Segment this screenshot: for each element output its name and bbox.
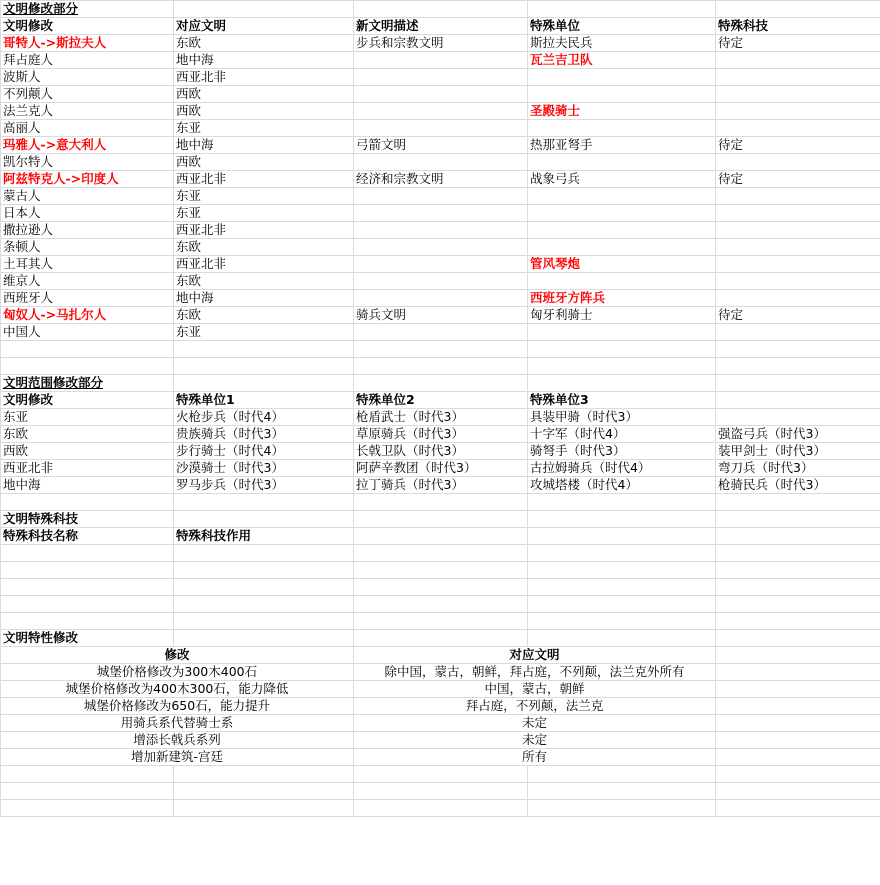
civ-region-cell[interactable]: 西亚北非 (174, 222, 354, 239)
empty-cell[interactable] (354, 375, 528, 392)
civ-region-cell[interactable]: 东欧 (174, 35, 354, 52)
trait-change-cell[interactable]: 城堡价格修改为300木400石 (1, 664, 354, 681)
range-unit4-cell[interactable]: 枪骑民兵（时代3） (716, 477, 880, 494)
table-row (1, 205, 880, 222)
range-unit3-cell[interactable]: 骑弩手（时代3） (528, 443, 716, 460)
civ-region-cell[interactable]: 地中海 (174, 137, 354, 154)
empty-cell[interactable] (528, 494, 716, 511)
header-row-civ-special-tech (1, 528, 880, 545)
table-row (1, 443, 880, 460)
civ-description-cell[interactable]: 骑兵文明 (354, 307, 528, 324)
empty-cell[interactable] (716, 1, 880, 18)
empty-cell[interactable] (174, 613, 354, 630)
spacer-row (1, 358, 880, 375)
civ-name-cell[interactable]: 高丽人 (1, 120, 174, 137)
civ-description-cell[interactable] (354, 103, 528, 120)
table-row (1, 324, 880, 341)
range-region-cell[interactable]: 西欧 (1, 443, 174, 460)
civ-name-cell[interactable]: 土耳其人 (1, 256, 174, 273)
column-header-civ-mod-1: 对应文明 (174, 18, 354, 35)
civ-unique-tech-cell[interactable]: 待定 (716, 307, 880, 324)
civ-unique-unit-cell[interactable] (528, 120, 716, 137)
civ-description-cell[interactable] (354, 256, 528, 273)
trait-civs-cell[interactable]: 拜占庭，不列颠，法兰克 (354, 698, 716, 715)
section-title-civ-mod: 文明修改部分 (1, 1, 174, 18)
civ-unique-tech-cell[interactable]: 待定 (716, 35, 880, 52)
empty-cell[interactable] (528, 341, 716, 358)
column-header-trait-civs: 对应文明 (354, 647, 716, 664)
civ-name-cell[interactable]: 条顿人 (1, 239, 174, 256)
table-row (1, 239, 880, 256)
table-row (1, 222, 880, 239)
civ-unique-tech-cell[interactable]: 待定 (716, 171, 880, 188)
range-unit1-cell[interactable]: 火枪步兵（时代4） (174, 409, 354, 426)
empty-cell[interactable] (174, 630, 354, 647)
civ-unique-tech-cell[interactable] (716, 52, 880, 69)
empty-cell[interactable] (528, 630, 716, 647)
header-row-civ-mod (1, 18, 880, 35)
table-row (1, 732, 880, 749)
empty-cell[interactable] (528, 511, 716, 528)
empty-cell[interactable] (716, 562, 880, 579)
civ-region-cell[interactable]: 地中海 (174, 52, 354, 69)
empty-cell[interactable] (174, 596, 354, 613)
civ-description-cell[interactable] (354, 290, 528, 307)
civ-name-cell[interactable]: 哥特人->斯拉夫人 (1, 35, 174, 52)
civ-unique-unit-cell[interactable]: 匈牙利骑士 (528, 307, 716, 324)
empty-cell[interactable] (716, 375, 880, 392)
empty-cell[interactable] (354, 494, 528, 511)
empty-cell[interactable] (716, 800, 880, 817)
empty-cell[interactable] (174, 783, 354, 800)
range-unit2-cell[interactable]: 枪盾武士（时代3） (354, 409, 528, 426)
empty-cell[interactable] (1, 545, 174, 562)
civ-unique-tech-cell[interactable] (716, 188, 880, 205)
empty-cell[interactable] (1, 341, 174, 358)
empty-cell[interactable] (528, 783, 716, 800)
civ-unique-unit-cell[interactable] (528, 324, 716, 341)
table-row (1, 681, 880, 698)
civ-name-cell[interactable]: 维京人 (1, 273, 174, 290)
table-row (1, 35, 880, 52)
civ-name-cell[interactable]: 法兰克人 (1, 103, 174, 120)
civ-unique-tech-cell[interactable] (716, 154, 880, 171)
filler-row (1, 800, 880, 817)
civ-region-cell[interactable]: 地中海 (174, 290, 354, 307)
empty-cell[interactable] (1, 783, 174, 800)
empty-data-row (1, 579, 880, 596)
civ-unique-tech-cell[interactable]: 待定 (716, 137, 880, 154)
civ-unique-unit-cell[interactable]: 热那亚弩手 (528, 137, 716, 154)
table-row (1, 715, 880, 732)
civ-unique-unit-cell[interactable] (528, 86, 716, 103)
table-row (1, 409, 880, 426)
empty-cell[interactable] (716, 613, 880, 630)
empty-cell[interactable] (174, 511, 354, 528)
empty-cell[interactable] (716, 749, 880, 766)
civ-description-cell[interactable] (354, 69, 528, 86)
empty-cell[interactable] (716, 732, 880, 749)
range-unit2-cell[interactable]: 长戟卫队（时代3） (354, 443, 528, 460)
civ-name-cell[interactable]: 日本人 (1, 205, 174, 222)
table-row (1, 120, 880, 137)
trait-change-cell[interactable]: 增添长戟兵系列 (1, 732, 354, 749)
empty-cell[interactable] (528, 766, 716, 783)
table-row (1, 460, 880, 477)
empty-cell[interactable] (528, 613, 716, 630)
empty-cell[interactable] (1, 358, 174, 375)
table-row (1, 426, 880, 443)
empty-cell[interactable] (1, 613, 174, 630)
table-row (1, 749, 880, 766)
empty-cell[interactable] (174, 494, 354, 511)
civ-unique-unit-cell[interactable] (528, 273, 716, 290)
civ-unique-tech-cell[interactable] (716, 290, 880, 307)
column-header-civ-range-4 (716, 392, 880, 409)
empty-cell[interactable] (716, 647, 880, 664)
empty-cell[interactable] (1, 766, 174, 783)
table-row (1, 137, 880, 154)
range-unit3-cell[interactable]: 十字军（时代4） (528, 426, 716, 443)
range-region-cell[interactable]: 西亚北非 (1, 460, 174, 477)
empty-cell[interactable] (354, 341, 528, 358)
civ-region-cell[interactable]: 西欧 (174, 86, 354, 103)
empty-cell[interactable] (1, 596, 174, 613)
empty-cell[interactable] (354, 1, 528, 18)
empty-cell[interactable] (716, 545, 880, 562)
table-row (1, 273, 880, 290)
range-unit4-cell[interactable]: 装甲剑士（时代3） (716, 443, 880, 460)
empty-cell[interactable] (354, 596, 528, 613)
civ-region-cell[interactable]: 东欧 (174, 239, 354, 256)
column-header-civ-mod-0: 文明修改 (1, 18, 174, 35)
empty-cell[interactable] (716, 664, 880, 681)
empty-cell[interactable] (354, 800, 528, 817)
civ-name-cell[interactable]: 不列颠人 (1, 86, 174, 103)
empty-cell[interactable] (716, 630, 880, 647)
civ-description-cell[interactable] (354, 52, 528, 69)
civ-unique-unit-cell[interactable]: 斯拉夫民兵 (528, 35, 716, 52)
empty-cell[interactable] (716, 358, 880, 375)
section-title-row-civ-range-mod (1, 375, 880, 392)
section-title-civ-special-tech: 文明特殊科技 (1, 511, 174, 528)
civ-description-cell[interactable]: 弓箭文明 (354, 137, 528, 154)
section-title-row-civ-special-tech (1, 511, 880, 528)
civ-unique-unit-cell[interactable]: 圣殿骑士 (528, 103, 716, 120)
spreadsheet-body (1, 1, 880, 817)
range-unit3-cell[interactable]: 攻城塔楼（时代4） (528, 477, 716, 494)
civ-region-cell[interactable]: 东亚 (174, 324, 354, 341)
column-header-civ-mod-2: 新文明描述 (354, 18, 528, 35)
civ-name-cell[interactable]: 蒙古人 (1, 188, 174, 205)
civ-name-cell[interactable]: 拜占庭人 (1, 52, 174, 69)
range-unit1-cell[interactable]: 贵族骑兵（时代3） (174, 426, 354, 443)
range-unit2-cell[interactable]: 草原骑兵（时代3） (354, 426, 528, 443)
table-row (1, 664, 880, 681)
empty-cell[interactable] (174, 579, 354, 596)
table-row (1, 171, 880, 188)
column-header-civ-range-0: 文明修改 (1, 392, 174, 409)
column-header-special-tech-4 (716, 528, 880, 545)
civ-name-cell[interactable]: 匈奴人->马扎尔人 (1, 307, 174, 324)
civ-region-cell[interactable]: 东欧 (174, 273, 354, 290)
table-row (1, 52, 880, 69)
trait-civs-cell[interactable]: 所有 (354, 749, 716, 766)
empty-cell[interactable] (528, 1, 716, 18)
empty-cell[interactable] (528, 596, 716, 613)
range-unit3-cell[interactable]: 具装甲骑（时代3） (528, 409, 716, 426)
empty-cell[interactable] (174, 375, 354, 392)
civ-region-cell[interactable]: 西亚北非 (174, 69, 354, 86)
civ-name-cell[interactable]: 凯尔特人 (1, 154, 174, 171)
table-row (1, 477, 880, 494)
civ-unique-tech-cell[interactable] (716, 205, 880, 222)
civ-region-cell[interactable]: 东欧 (174, 307, 354, 324)
trait-change-cell[interactable]: 用骑兵系代替骑士系 (1, 715, 354, 732)
civ-unique-tech-cell[interactable] (716, 273, 880, 290)
trait-civs-cell[interactable]: 未定 (354, 732, 716, 749)
trait-civs-cell[interactable]: 中国，蒙古，朝鲜 (354, 681, 716, 698)
table-row (1, 307, 880, 324)
civ-name-cell[interactable]: 波斯人 (1, 69, 174, 86)
empty-cell[interactable] (716, 596, 880, 613)
range-region-cell[interactable]: 东欧 (1, 426, 174, 443)
empty-cell[interactable] (528, 562, 716, 579)
empty-cell[interactable] (354, 562, 528, 579)
column-header-special-tech-0: 特殊科技名称 (1, 528, 174, 545)
empty-data-row (1, 613, 880, 630)
column-header-civ-mod-3: 特殊单位 (528, 18, 716, 35)
header-row-civ-trait-mod (1, 647, 880, 664)
empty-cell[interactable] (174, 545, 354, 562)
column-header-civ-range-1: 特殊单位1 (174, 392, 354, 409)
column-header-civ-mod-4: 特殊科技 (716, 18, 880, 35)
empty-cell[interactable] (354, 358, 528, 375)
range-region-cell[interactable]: 东亚 (1, 409, 174, 426)
empty-cell[interactable] (1, 579, 174, 596)
empty-cell[interactable] (716, 681, 880, 698)
empty-cell[interactable] (716, 715, 880, 732)
civ-description-cell[interactable] (354, 205, 528, 222)
section-title-row-civ-trait-mod (1, 630, 880, 647)
empty-data-row (1, 562, 880, 579)
civ-name-cell[interactable]: 阿兹特克人->印度人 (1, 171, 174, 188)
civ-region-cell[interactable]: 东亚 (174, 205, 354, 222)
civ-unique-unit-cell[interactable]: 西班牙方阵兵 (528, 290, 716, 307)
civ-region-cell[interactable]: 西欧 (174, 154, 354, 171)
civ-unique-unit-cell[interactable] (528, 154, 716, 171)
column-header-special-tech-2 (354, 528, 528, 545)
empty-data-row (1, 596, 880, 613)
empty-cell[interactable] (174, 1, 354, 18)
civ-description-cell[interactable] (354, 324, 528, 341)
empty-cell[interactable] (354, 766, 528, 783)
civ-name-cell[interactable]: 中国人 (1, 324, 174, 341)
spacer-row (1, 494, 880, 511)
civ-description-cell[interactable] (354, 273, 528, 290)
civ-region-cell[interactable]: 东亚 (174, 188, 354, 205)
column-header-civ-range-2: 特殊单位2 (354, 392, 528, 409)
civ-description-cell[interactable] (354, 188, 528, 205)
civ-name-cell[interactable]: 玛雅人->意大利人 (1, 137, 174, 154)
civ-description-cell[interactable] (354, 222, 528, 239)
table-row (1, 69, 880, 86)
range-unit2-cell[interactable]: 拉丁骑兵（时代3） (354, 477, 528, 494)
column-header-civ-range-3: 特殊单位3 (528, 392, 716, 409)
empty-cell[interactable] (174, 358, 354, 375)
civ-unique-unit-cell[interactable]: 瓦兰吉卫队 (528, 52, 716, 69)
civ-region-cell[interactable]: 西亚北非 (174, 256, 354, 273)
empty-cell[interactable] (716, 698, 880, 715)
trait-change-cell[interactable]: 城堡价格修改为650石，能力提升 (1, 698, 354, 715)
empty-cell[interactable] (354, 783, 528, 800)
empty-data-row (1, 545, 880, 562)
empty-cell[interactable] (528, 800, 716, 817)
header-row-civ-range-mod (1, 392, 880, 409)
empty-cell[interactable] (716, 511, 880, 528)
range-unit2-cell[interactable]: 阿萨辛教团（时代3） (354, 460, 528, 477)
section-title-civ-trait-mod: 文明特性修改 (1, 630, 174, 647)
range-unit1-cell[interactable]: 步行骑士（时代4） (174, 443, 354, 460)
empty-cell[interactable] (1, 494, 174, 511)
table-row (1, 154, 880, 171)
civ-unique-unit-cell[interactable] (528, 188, 716, 205)
empty-cell[interactable] (716, 341, 880, 358)
civ-unique-tech-cell[interactable] (716, 103, 880, 120)
empty-cell[interactable] (174, 766, 354, 783)
empty-cell[interactable] (528, 545, 716, 562)
civ-unique-unit-cell[interactable]: 管风琴炮 (528, 256, 716, 273)
range-region-cell[interactable]: 地中海 (1, 477, 174, 494)
civ-unique-unit-cell[interactable]: 战象弓兵 (528, 171, 716, 188)
civ-region-cell[interactable]: 西欧 (174, 103, 354, 120)
civ-description-cell[interactable] (354, 120, 528, 137)
table-row (1, 698, 880, 715)
civ-name-cell[interactable]: 撒拉逊人 (1, 222, 174, 239)
civ-description-cell[interactable] (354, 154, 528, 171)
empty-cell[interactable] (716, 783, 880, 800)
range-unit1-cell[interactable]: 罗马步兵（时代3） (174, 477, 354, 494)
empty-cell[interactable] (354, 630, 528, 647)
civ-unique-tech-cell[interactable] (716, 239, 880, 256)
empty-cell[interactable] (174, 800, 354, 817)
empty-cell[interactable] (1, 800, 174, 817)
empty-cell[interactable] (716, 579, 880, 596)
empty-cell[interactable] (1, 562, 174, 579)
civ-unique-unit-cell[interactable] (528, 222, 716, 239)
civ-unique-unit-cell[interactable] (528, 205, 716, 222)
filler-row (1, 766, 880, 783)
civ-region-cell[interactable]: 东亚 (174, 120, 354, 137)
civ-region-cell[interactable]: 西亚北非 (174, 171, 354, 188)
civ-unique-unit-cell[interactable] (528, 69, 716, 86)
empty-cell[interactable] (174, 562, 354, 579)
empty-cell[interactable] (716, 766, 880, 783)
table-row (1, 188, 880, 205)
civ-unique-tech-cell[interactable] (716, 69, 880, 86)
table-row (1, 290, 880, 307)
civ-name-cell[interactable]: 西班牙人 (1, 290, 174, 307)
civ-description-cell[interactable]: 步兵和宗教文明 (354, 35, 528, 52)
civ-description-cell[interactable]: 经济和宗教文明 (354, 171, 528, 188)
civ-description-cell[interactable] (354, 86, 528, 103)
filler-row (1, 783, 880, 800)
empty-cell[interactable] (354, 579, 528, 596)
range-unit4-cell[interactable]: 强盗弓兵（时代3） (716, 426, 880, 443)
empty-cell[interactable] (354, 613, 528, 630)
table-row (1, 86, 880, 103)
empty-cell[interactable] (528, 358, 716, 375)
empty-cell[interactable] (354, 545, 528, 562)
range-unit4-cell[interactable] (716, 409, 880, 426)
column-header-special-tech-3 (528, 528, 716, 545)
empty-cell[interactable] (716, 494, 880, 511)
section-title-row-civ-mod (1, 1, 880, 18)
section-title-civ-range-mod: 文明范围修改部分 (1, 375, 174, 392)
civ-unique-tech-cell[interactable] (716, 256, 880, 273)
range-unit4-cell[interactable]: 弯刀兵（时代3） (716, 460, 880, 477)
empty-cell[interactable] (528, 375, 716, 392)
table-row (1, 103, 880, 120)
trait-change-cell[interactable]: 城堡价格修改为400木300石，能力降低 (1, 681, 354, 698)
trait-change-cell[interactable]: 增加新建筑-宫廷 (1, 749, 354, 766)
civ-unique-unit-cell[interactable] (528, 239, 716, 256)
trait-civs-cell[interactable]: 除中国，蒙古，朝鲜，拜占庭，不列颠，法兰克外所有 (354, 664, 716, 681)
column-header-special-tech-1: 特殊科技作用 (174, 528, 354, 545)
spacer-row (1, 341, 880, 358)
civ-unique-tech-cell[interactable] (716, 324, 880, 341)
civ-description-cell[interactable] (354, 239, 528, 256)
civ-unique-tech-cell[interactable] (716, 120, 880, 137)
trait-civs-cell[interactable]: 未定 (354, 715, 716, 732)
table-row (1, 256, 880, 273)
column-header-trait-change: 修改 (1, 647, 354, 664)
civ-unique-tech-cell[interactable] (716, 86, 880, 103)
range-unit1-cell[interactable]: 沙漠骑士（时代3） (174, 460, 354, 477)
empty-cell[interactable] (174, 341, 354, 358)
empty-cell[interactable] (528, 579, 716, 596)
empty-cell[interactable] (354, 511, 528, 528)
civ-unique-tech-cell[interactable] (716, 222, 880, 239)
range-unit3-cell[interactable]: 古拉姆骑兵（时代4） (528, 460, 716, 477)
